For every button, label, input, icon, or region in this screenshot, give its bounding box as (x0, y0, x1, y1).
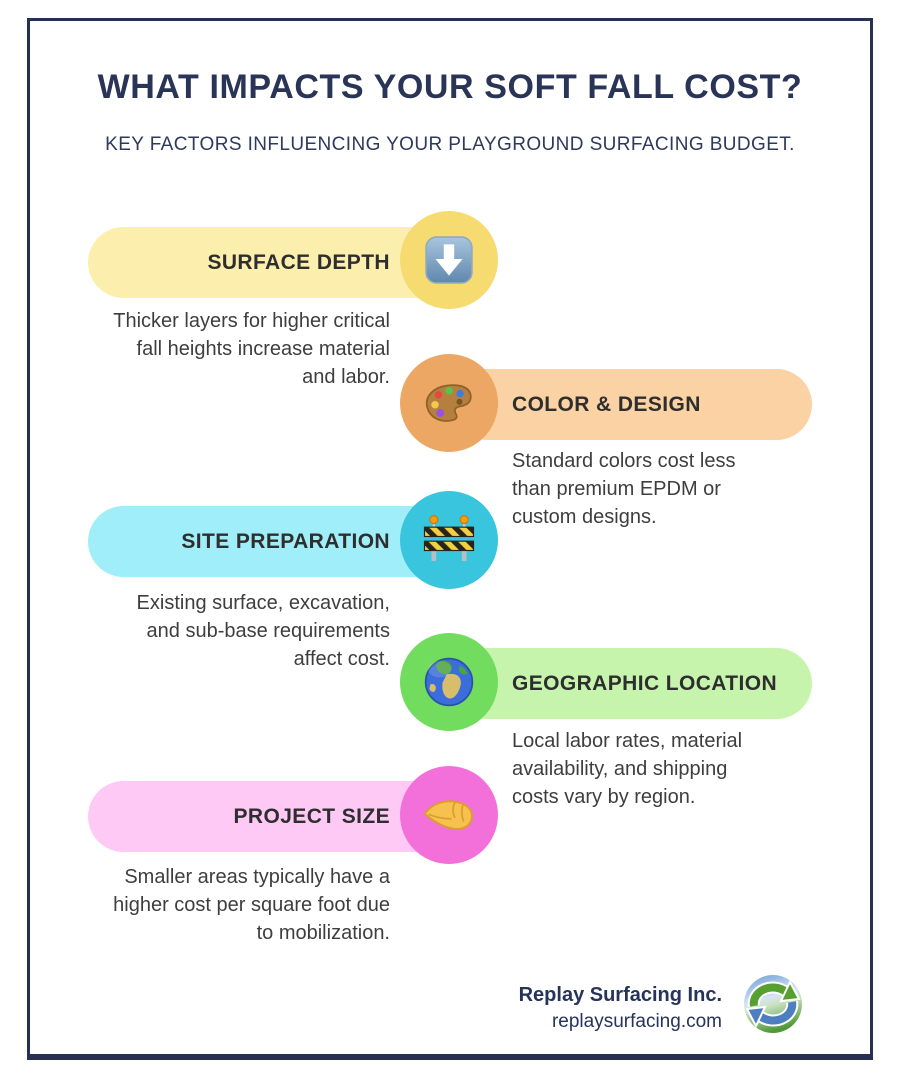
construction-barrier-icon (421, 512, 477, 568)
factor-label: COLOR & DESIGN (512, 392, 701, 416)
artist-palette-icon (421, 375, 477, 431)
factor-description: Existing surface, excavation, and sub-base requirements affect cost. (136, 592, 390, 670)
page-title: WHAT IMPACTS YOUR SOFT FALL COST? (97, 68, 803, 106)
page-subtitle: KEY FACTORS INFLUENCING YOUR PLAYGROUND SURFACING BUDGET. (105, 134, 795, 155)
down-arrow-icon (424, 235, 474, 285)
factor-description: Smaller areas typically have a higher cost per square foot due to mobilization. (113, 866, 390, 944)
factor-label: PROJECT SIZE (233, 804, 390, 828)
factor-description: Thicker layers for higher critical fall heights increase material and labor. (113, 310, 390, 388)
recycle-arrows-logo-icon (741, 972, 805, 1036)
factor-description: Local labor rates, material availability, and shipping costs vary by region. (512, 730, 743, 808)
factor-pill-geographic-location (452, 648, 812, 719)
factor-label: SITE PREPARATION (181, 529, 390, 553)
factor-icon-circle-project-size (400, 766, 498, 864)
factor-icon-circle-geographic-location (400, 633, 498, 731)
factor-icon-circle-site-preparation (400, 491, 498, 589)
factor-label: GEOGRAPHIC LOCATION (512, 671, 778, 695)
factor-label: SURFACE DEPTH (207, 250, 390, 274)
footer-website: replaysurfacing.com (551, 1011, 722, 1032)
globe-icon (421, 654, 477, 710)
factor-pill-color-design (452, 369, 812, 440)
factor-icon-circle-color-design (400, 354, 498, 452)
pinching-hand-icon (420, 786, 478, 844)
factor-description: Standard colors cost less than premium EPDM or custom designs. (512, 450, 736, 528)
factor-icon-circle-surface-depth (400, 211, 498, 309)
footer-company-name: Replay Surfacing Inc. (518, 984, 722, 1006)
